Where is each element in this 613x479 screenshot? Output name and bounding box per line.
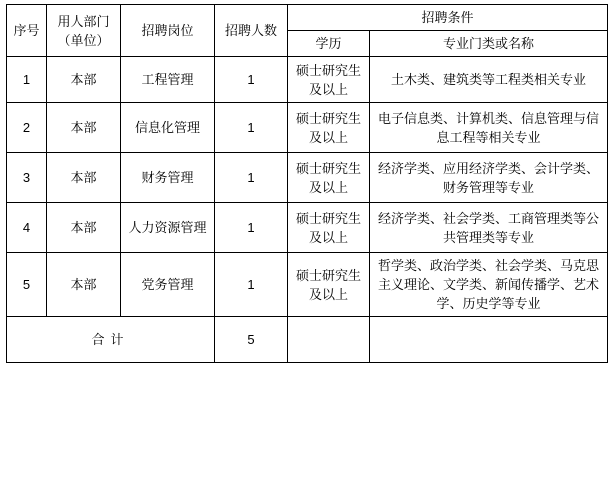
cell-major: 经济学类、应用经济学类、会计学类、财务管理等专业 (370, 153, 608, 203)
cell-major: 电子信息类、计算机类、信息管理与信息工程等相关专业 (370, 103, 608, 153)
table-total-row (7, 317, 608, 363)
total-major-blank (370, 317, 608, 363)
cell-major: 土木类、建筑类等工程类相关专业 (370, 57, 608, 103)
cell-count: 1 (215, 203, 288, 253)
table-header-row-1 (7, 5, 608, 31)
cell-dept: 本部 (47, 103, 121, 153)
table-row (7, 153, 608, 203)
total-education-blank (288, 317, 370, 363)
cell-no: 1 (7, 57, 47, 103)
cell-count: 1 (215, 57, 288, 103)
header-major: 专业门类或名称 (370, 31, 608, 57)
cell-education: 硕士研究生及以上 (288, 203, 370, 253)
cell-no: 2 (7, 103, 47, 153)
table-row (7, 253, 608, 317)
cell-education: 硕士研究生及以上 (288, 153, 370, 203)
cell-no: 5 (7, 253, 47, 317)
cell-post: 人力资源管理 (121, 203, 215, 253)
table-row (7, 57, 608, 103)
header-count: 招聘人数 (215, 5, 288, 57)
header-dept: 用人部门（单位） (47, 5, 121, 57)
header-no: 序号 (7, 5, 47, 57)
table-row (7, 203, 608, 253)
cell-education: 硕士研究生及以上 (288, 253, 370, 317)
cell-major: 经济学类、社会学类、工商管理类等公共管理类等专业 (370, 203, 608, 253)
table-row (7, 103, 608, 153)
cell-dept: 本部 (47, 153, 121, 203)
cell-post: 党务管理 (121, 253, 215, 317)
cell-no: 3 (7, 153, 47, 203)
cell-post: 信息化管理 (121, 103, 215, 153)
header-post: 招聘岗位 (121, 5, 215, 57)
cell-count: 1 (215, 253, 288, 317)
header-education: 学历 (288, 31, 370, 57)
cell-major: 哲学类、政治学类、社会学类、马克思主义理论、文学类、新闻传播学、艺术学、历史学等专业 (370, 253, 608, 317)
cell-dept: 本部 (47, 203, 121, 253)
recruitment-table (6, 4, 608, 363)
cell-no: 4 (7, 203, 47, 253)
cell-dept: 本部 (47, 57, 121, 103)
cell-education: 硕士研究生及以上 (288, 103, 370, 153)
cell-dept: 本部 (47, 253, 121, 317)
cell-count: 1 (215, 103, 288, 153)
total-value: 5 (215, 317, 288, 363)
header-conditions: 招聘条件 (288, 5, 608, 31)
cell-count: 1 (215, 153, 288, 203)
cell-education: 硕士研究生及以上 (288, 57, 370, 103)
cell-post: 财务管理 (121, 153, 215, 203)
total-label: 合计 (7, 317, 215, 363)
cell-post: 工程管理 (121, 57, 215, 103)
